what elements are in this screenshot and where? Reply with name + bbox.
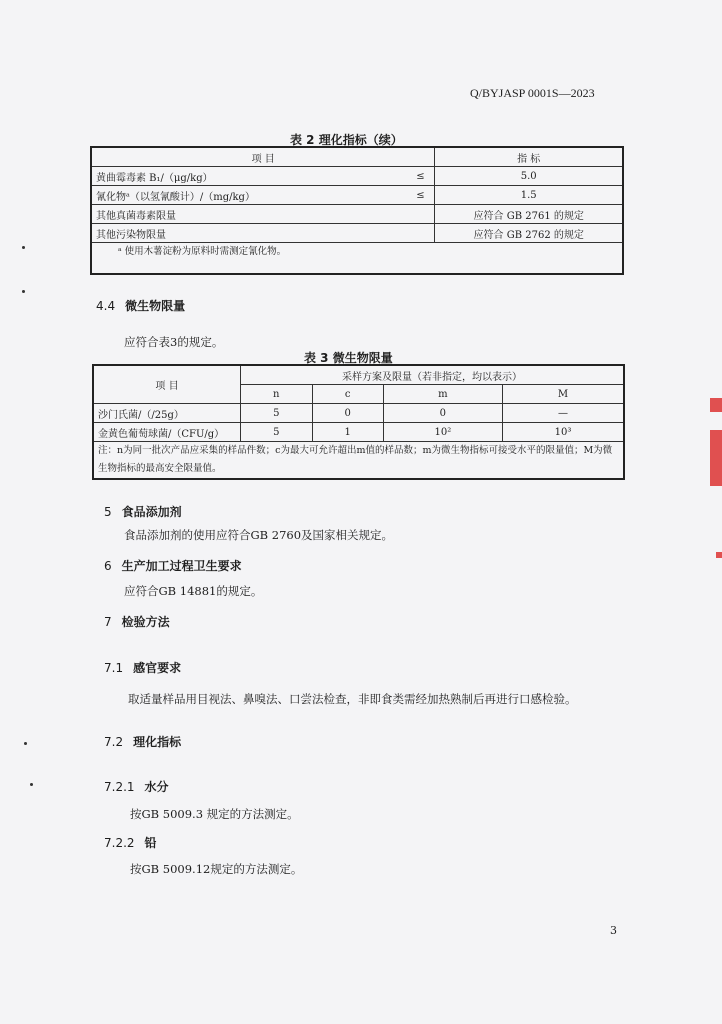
cell-M: 10³ xyxy=(502,423,624,442)
table3-note: 注：n为同一批次产品应采集的样品件数；c为最大可允许超出m值的样品数；m为微生物指标可接受水平的限量值；M为微生物指标的最高安全限量值。 xyxy=(93,442,624,480)
section-number: 5 xyxy=(104,505,112,519)
section-4-4-heading xyxy=(96,297,185,314)
cell-c: 1 xyxy=(312,423,383,442)
col-header-item: 项 目 xyxy=(93,365,241,404)
section-7-2-heading xyxy=(104,733,181,750)
col-header-n: n xyxy=(241,385,313,404)
row-item: 金黄色葡萄球菌/（CFU/g） xyxy=(93,423,241,442)
seal-stamp-edge xyxy=(716,552,722,558)
table2-caption: 表 2 理化指标（续） xyxy=(290,133,403,147)
section-title: 食品添加剂 xyxy=(121,505,182,519)
cell-m: 0 xyxy=(383,404,502,423)
row-item: 氰化物ᵃ（以氢氰酸计）/（mg/kg） xyxy=(91,186,406,205)
cell-c: 0 xyxy=(312,404,383,423)
section-7-heading xyxy=(104,613,170,630)
row-operator: ≤ xyxy=(406,186,435,205)
table3-caption: 表 3 微生物限量 xyxy=(304,351,393,365)
section-number: 7.1 xyxy=(104,661,124,675)
section-title: 生产加工过程卫生要求 xyxy=(121,559,242,573)
row-value: 应符合 GB 2762 的规定 xyxy=(435,224,623,243)
cell-m: 10² xyxy=(383,423,502,442)
page-number: 3 xyxy=(610,924,617,937)
row-value: 1.5 xyxy=(435,186,623,205)
section-6-text: 应符合GB 14881的规定。 xyxy=(124,584,263,598)
table-row xyxy=(91,224,623,243)
row-value: 5.0 xyxy=(435,167,623,186)
table-note-row xyxy=(93,442,624,480)
table-header-row xyxy=(93,365,624,385)
section-title: 铅 xyxy=(144,836,157,850)
section-number: 7.2.2 xyxy=(104,836,135,850)
col-header-c: c xyxy=(312,385,383,404)
section-7-2-2-text: 按GB 5009.12规定的方法测定。 xyxy=(130,862,303,876)
section-title: 水分 xyxy=(144,780,169,794)
section-7-2-2-heading xyxy=(104,834,157,851)
section-number: 6 xyxy=(104,559,112,573)
section-4-4-text: 应符合表3的规定。 xyxy=(124,335,224,349)
table-row xyxy=(91,186,623,205)
scan-speck xyxy=(24,742,27,745)
table-header-row xyxy=(91,147,623,167)
seal-stamp-edge xyxy=(710,398,722,412)
col-header-m: m xyxy=(383,385,502,404)
col-group-header: 采样方案及限量（若非指定，均以表示） xyxy=(241,365,625,385)
section-7-1-heading xyxy=(104,659,181,676)
col-header-item: 项 目 xyxy=(91,147,435,167)
row-value: 应符合 GB 2761 的规定 xyxy=(435,205,623,224)
section-7-2-1-text: 按GB 5009.3 规定的方法测定。 xyxy=(130,807,299,821)
table-row xyxy=(93,404,624,423)
scan-speck xyxy=(22,246,25,249)
row-item: 其他污染物限量 xyxy=(91,224,435,243)
col-header-index: 指 标 xyxy=(435,147,623,167)
section-7-1-text: 取适量样品用目视法、鼻嗅法、口尝法检查，非即食类需经加热熟制后再进行口感检验。 xyxy=(128,692,577,706)
table-row xyxy=(91,205,623,224)
section-title: 微生物限量 xyxy=(125,299,186,313)
table2-note: ᵃ 使用木薯淀粉为原料时需测定氰化物。 xyxy=(91,243,623,275)
section-number: 7.2.1 xyxy=(104,780,135,794)
section-7-2-1-heading xyxy=(104,778,169,795)
section-5-heading xyxy=(104,503,182,520)
section-title: 感官要求 xyxy=(133,661,182,675)
table-note-row xyxy=(91,243,623,275)
cell-n: 5 xyxy=(241,423,313,442)
section-5-text: 食品添加剂的使用应符合GB 2760及国家相关规定。 xyxy=(124,528,394,542)
cell-n: 5 xyxy=(241,404,313,423)
section-number: 7 xyxy=(104,615,112,629)
table2 xyxy=(90,146,624,275)
row-item: 沙门氏菌/（/25g） xyxy=(93,404,241,423)
section-number: 4.4 xyxy=(96,299,116,313)
cell-M: — xyxy=(502,404,624,423)
scan-speck xyxy=(22,290,25,293)
table3 xyxy=(92,364,625,480)
scan-speck xyxy=(30,783,33,786)
row-operator: ≤ xyxy=(406,167,435,186)
section-title: 理化指标 xyxy=(133,735,182,749)
row-item: 黄曲霉毒素 B₁/（μg/kg） xyxy=(91,167,406,186)
seal-stamp-edge xyxy=(710,430,722,486)
doc-code-header: Q/BYJASP 0001S—2023 xyxy=(470,86,595,100)
table-row xyxy=(93,423,624,442)
section-number: 7.2 xyxy=(104,735,124,749)
section-title: 检验方法 xyxy=(121,615,170,629)
row-item: 其他真菌毒素限量 xyxy=(91,205,435,224)
section-6-heading xyxy=(104,557,242,574)
col-header-M: M xyxy=(502,385,624,404)
table-row xyxy=(91,167,623,186)
